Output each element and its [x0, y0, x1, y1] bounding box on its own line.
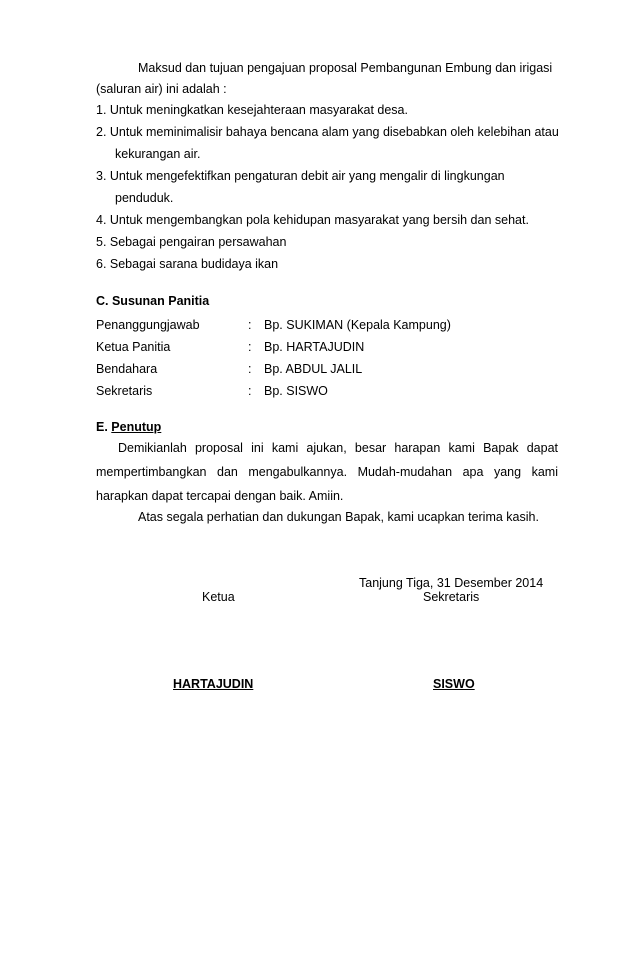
- right-signatory-name: SISWO: [433, 677, 475, 691]
- committee-role: Penanggungjawab: [96, 318, 200, 332]
- committee-role: Sekretaris: [96, 384, 153, 398]
- intro-line-2: (saluran air) ini adalah :: [96, 82, 227, 96]
- committee-name: Bp. ABDUL JALIL: [264, 362, 363, 376]
- committee-name: Bp. SUKIMAN (Kepala Kampung): [264, 318, 451, 332]
- closing-thanks: Atas segala perhatian dan dukungan Bapak, kami ucapkan terima kasih.: [138, 510, 539, 524]
- committee-role: Bendahara: [96, 362, 158, 376]
- closing-heading-word: Penutup: [111, 420, 162, 434]
- left-signatory-name: HARTAJUDIN: [173, 677, 254, 691]
- committee-name: Bp. HARTAJUDIN: [264, 340, 365, 354]
- left-signatory-title: Ketua: [202, 590, 235, 604]
- committee-role: Ketua Panitia: [96, 340, 171, 354]
- goal-item-6: 6. Sebagai sarana budidaya ikan: [96, 257, 279, 271]
- committee-separator: :: [248, 318, 252, 332]
- goal-item-2-cont: kekurangan air.: [115, 147, 201, 161]
- committee-name: Bp. SISWO: [264, 384, 328, 398]
- goal-item-1: 1. Untuk meningkatkan kesejahteraan masyarakat desa.: [96, 103, 408, 117]
- committee-separator: :: [248, 362, 252, 376]
- committee-separator: :: [248, 384, 252, 398]
- committee-separator: :: [248, 340, 252, 354]
- goal-item-2: 2. Untuk meminimalisir bahaya bencana alam yang disebabkan oleh kelebihan atau: [96, 125, 559, 139]
- place-date: Tanjung Tiga, 31 Desember 2014: [359, 576, 544, 590]
- closing-paragraph-line-1: Demikianlah proposal ini kami ajukan, besar harapan kami Bapak dapat: [118, 441, 558, 455]
- closing-heading-prefix: E.: [96, 420, 112, 434]
- committee-heading: C. Susunan Panitia: [96, 294, 210, 308]
- intro-line-1: Maksud dan tujuan pengajuan proposal Pembangunan Embung dan irigasi: [138, 61, 553, 75]
- closing-paragraph-line-2: mempertimbangkan dan mengabulkannya. Mudah-mudahan apa yang kami: [96, 465, 558, 479]
- right-signatory-title: Sekretaris: [423, 590, 480, 604]
- goal-item-3-cont: penduduk.: [115, 191, 174, 205]
- closing-heading: [96, 419, 161, 435]
- goal-item-5: 5. Sebagai pengairan persawahan: [96, 235, 287, 249]
- closing-paragraph-line-3: harapkan dapat tercapai dengan baik. Amiin.: [96, 489, 344, 503]
- goal-item-4: 4. Untuk mengembangkan pola kehidupan masyarakat yang bersih dan sehat.: [96, 213, 529, 227]
- goal-item-3: 3. Untuk mengefektifkan pengaturan debit air yang mengalir di lingkungan: [96, 169, 505, 183]
